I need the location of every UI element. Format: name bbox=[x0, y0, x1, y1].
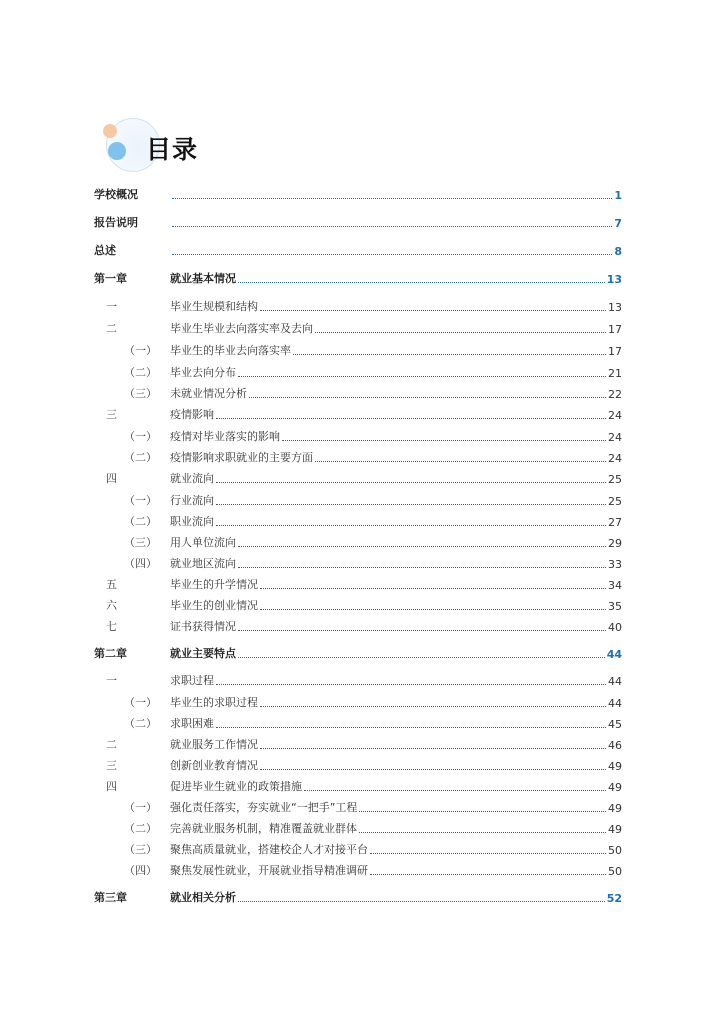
toc-entry-number: （三） bbox=[124, 843, 157, 856]
toc-entry-label: 用人单位流向 bbox=[170, 536, 236, 549]
toc-entry-number: （二） bbox=[124, 451, 157, 464]
toc-dot-leader bbox=[216, 525, 606, 526]
toc-entry-number: （一） bbox=[124, 344, 157, 357]
toc-entry[interactable] bbox=[94, 340, 622, 358]
toc-entry-label: 报告说明 bbox=[94, 216, 138, 229]
toc-page-number: 13 bbox=[608, 301, 622, 314]
toc-page-number: 24 bbox=[608, 409, 622, 422]
toc-entry-number: （四） bbox=[124, 557, 157, 570]
toc-entry-label: 就业相关分析 bbox=[170, 891, 236, 904]
toc-page-number: 24 bbox=[608, 452, 622, 465]
toc-page-number: 13 bbox=[606, 273, 622, 286]
toc-title-block bbox=[100, 116, 260, 176]
toc-entry-number: （三） bbox=[124, 536, 157, 549]
toc-dot-leader bbox=[260, 588, 606, 589]
toc-dot-leader bbox=[315, 332, 606, 333]
toc-page-number: 49 bbox=[608, 760, 622, 773]
toc-page-number: 24 bbox=[608, 431, 622, 444]
toc-page-number: 8 bbox=[614, 245, 622, 258]
toc-entry[interactable] bbox=[94, 595, 622, 613]
toc-dot-leader bbox=[238, 630, 606, 631]
toc-entry-label: 就业流向 bbox=[170, 472, 214, 485]
toc-entry-label: 疫情影响求职就业的主要方面 bbox=[170, 451, 313, 464]
toc-page-number: 22 bbox=[608, 388, 622, 401]
toc-entry[interactable] bbox=[94, 383, 622, 401]
toc-entry[interactable] bbox=[94, 670, 622, 688]
toc-dot-leader bbox=[260, 310, 606, 311]
toc-page-number: 46 bbox=[608, 739, 622, 752]
toc-page-number: 40 bbox=[608, 621, 622, 634]
toc-page-number: 44 bbox=[608, 675, 622, 688]
toc-entry-number: （二） bbox=[124, 366, 157, 379]
toc-page-number: 45 bbox=[608, 718, 622, 731]
toc-entry-number: 五 bbox=[106, 578, 117, 591]
toc-page-number: 34 bbox=[608, 579, 622, 592]
toc-entry-number: （二） bbox=[124, 822, 157, 835]
toc-entry-number: （一） bbox=[124, 696, 157, 709]
toc-entry-number: 二 bbox=[106, 738, 117, 751]
toc-page-number: 44 bbox=[608, 697, 622, 710]
toc-page-number: 33 bbox=[608, 558, 622, 571]
toc-entry-label: 就业主要特点 bbox=[170, 647, 236, 660]
toc-entry[interactable] bbox=[94, 887, 622, 905]
toc-dot-leader bbox=[238, 657, 605, 658]
toc-entry[interactable] bbox=[94, 362, 622, 380]
toc-entry-number: 第二章 bbox=[94, 647, 127, 660]
toc-page-number: 27 bbox=[608, 516, 622, 529]
toc-entry[interactable] bbox=[94, 734, 622, 752]
toc-entry-label: 证书获得情况 bbox=[170, 620, 236, 633]
toc-entry-label: 求职过程 bbox=[170, 674, 214, 687]
toc-entry[interactable] bbox=[94, 553, 622, 571]
blue-dot-icon bbox=[108, 142, 126, 160]
toc-page-number: 17 bbox=[608, 345, 622, 358]
toc-entry-label: 促进毕业生就业的政策措施 bbox=[170, 780, 302, 793]
toc-entry-number: 二 bbox=[106, 322, 117, 335]
toc-page-number: 7 bbox=[614, 217, 622, 230]
toc-entry-label: 未就业情况分析 bbox=[170, 387, 247, 400]
toc-entry[interactable] bbox=[94, 468, 622, 486]
toc-entry-number: 三 bbox=[106, 759, 117, 772]
toc-entry-number: 七 bbox=[106, 620, 117, 633]
toc-entry-label: 聚焦发展性就业，开展就业指导精准调研 bbox=[170, 864, 368, 877]
toc-dot-leader bbox=[172, 198, 612, 199]
toc-page-number: 44 bbox=[606, 648, 622, 661]
toc-entry-label: 毕业生的创业情况 bbox=[170, 599, 258, 612]
toc-entry-number: （三） bbox=[124, 387, 157, 400]
toc-entry[interactable] bbox=[94, 532, 622, 550]
toc-entry[interactable] bbox=[94, 797, 622, 815]
toc-page-number: 25 bbox=[608, 495, 622, 508]
toc-entry-number: （四） bbox=[124, 864, 157, 877]
toc-entry-label: 行业流向 bbox=[170, 494, 214, 507]
toc-entry-label: 聚焦高质量就业，搭建校企人才对接平台 bbox=[170, 843, 368, 856]
toc-entry[interactable] bbox=[94, 490, 622, 508]
toc-entry-label: 毕业生的升学情况 bbox=[170, 578, 258, 591]
toc-entry[interactable] bbox=[94, 240, 622, 258]
toc-dot-leader bbox=[304, 790, 606, 791]
toc-entry[interactable] bbox=[94, 839, 622, 857]
toc-page-number: 21 bbox=[608, 367, 622, 380]
toc-dot-leader bbox=[282, 440, 606, 441]
toc-entry-number: 四 bbox=[106, 780, 117, 793]
toc-entry-label: 毕业生的求职过程 bbox=[170, 696, 258, 709]
toc-entry-number: （二） bbox=[124, 717, 157, 730]
toc-page-number: 49 bbox=[608, 781, 622, 794]
toc-dot-leader bbox=[359, 811, 606, 812]
toc-entry[interactable] bbox=[94, 184, 622, 202]
toc-entry-number: （一） bbox=[124, 494, 157, 507]
toc-dot-leader bbox=[260, 609, 606, 610]
toc-entry-number: （二） bbox=[124, 515, 157, 528]
page-title: 目录 bbox=[146, 135, 199, 164]
toc-dot-leader bbox=[315, 461, 606, 462]
toc-page-number: 49 bbox=[608, 802, 622, 815]
toc-entry[interactable] bbox=[94, 818, 622, 836]
toc-dot-leader bbox=[216, 482, 606, 483]
toc-dot-leader bbox=[249, 397, 606, 398]
toc-page-number: 35 bbox=[608, 600, 622, 613]
toc-entry[interactable] bbox=[94, 860, 622, 878]
toc-dot-leader bbox=[359, 832, 606, 833]
toc-dot-leader bbox=[216, 504, 606, 505]
toc-entry-label: 学校概况 bbox=[94, 188, 138, 201]
toc-entry-number: 一 bbox=[106, 674, 117, 687]
toc-page-number: 1 bbox=[614, 189, 622, 202]
toc-entry[interactable] bbox=[94, 776, 622, 794]
toc-dot-leader bbox=[172, 226, 612, 227]
toc-dot-leader bbox=[260, 706, 606, 707]
toc-entry[interactable] bbox=[94, 616, 622, 634]
toc-entry[interactable] bbox=[94, 447, 622, 465]
toc-entry[interactable] bbox=[94, 692, 622, 710]
toc-entry-label: 就业地区流向 bbox=[170, 557, 236, 570]
toc-dot-leader bbox=[260, 769, 606, 770]
toc-entry-label: 完善就业服务机制，精准覆盖就业群体 bbox=[170, 822, 357, 835]
toc-entry[interactable] bbox=[94, 212, 622, 230]
toc-entry-number: 四 bbox=[106, 472, 117, 485]
toc-page-number: 29 bbox=[608, 537, 622, 550]
toc-entry-number: 六 bbox=[106, 599, 117, 612]
toc-dot-leader bbox=[238, 901, 605, 902]
toc-dot-leader bbox=[172, 254, 612, 255]
toc-entry-label: 强化责任落实，夯实就业“一把手”工程 bbox=[170, 801, 358, 814]
toc-dot-leader bbox=[260, 748, 606, 749]
toc-entry[interactable] bbox=[94, 426, 622, 444]
toc-entry-label: 创新创业教育情况 bbox=[170, 759, 258, 772]
toc-entry-label: 就业服务工作情况 bbox=[170, 738, 258, 751]
toc-dot-leader bbox=[370, 853, 606, 854]
toc-entry-number: （一） bbox=[124, 430, 157, 443]
toc-entry-label: 疫情对毕业落实的影响 bbox=[170, 430, 280, 443]
toc-entry-label: 求职困难 bbox=[170, 717, 214, 730]
toc-entry[interactable] bbox=[94, 643, 622, 661]
toc-dot-leader bbox=[216, 684, 606, 685]
toc-entry[interactable] bbox=[94, 404, 622, 422]
toc-entry-label: 毕业去向分布 bbox=[170, 366, 236, 379]
toc-entry-label: 职业流向 bbox=[170, 515, 214, 528]
toc-dot-leader bbox=[238, 567, 606, 568]
toc-dot-leader bbox=[370, 874, 606, 875]
toc-entry-label: 毕业生规模和结构 bbox=[170, 300, 258, 313]
toc-entry-number: 第一章 bbox=[94, 272, 127, 285]
toc-entry-number: 第三章 bbox=[94, 891, 127, 904]
toc-dot-leader bbox=[238, 282, 605, 283]
toc-page-number: 25 bbox=[608, 473, 622, 486]
toc-dot-leader bbox=[238, 376, 606, 377]
toc-entry-label: 毕业生毕业去向落实率及去向 bbox=[170, 322, 313, 335]
toc-entry[interactable] bbox=[94, 574, 622, 592]
toc-dot-leader bbox=[216, 727, 606, 728]
orange-dot-icon bbox=[103, 124, 117, 138]
toc-entry[interactable] bbox=[94, 713, 622, 731]
toc-entry[interactable] bbox=[94, 268, 622, 286]
toc-entry[interactable] bbox=[94, 755, 622, 773]
toc-entry-label: 毕业生的毕业去向落实率 bbox=[170, 344, 291, 357]
toc-page-number: 50 bbox=[608, 865, 622, 878]
toc-entry-number: （一） bbox=[124, 801, 157, 814]
toc-page-number: 49 bbox=[608, 823, 622, 836]
toc-page-number: 17 bbox=[608, 323, 622, 336]
toc-page-number: 52 bbox=[606, 892, 622, 905]
toc-entry[interactable] bbox=[94, 511, 622, 529]
toc-entry[interactable] bbox=[94, 296, 622, 314]
toc-entry-label: 疫情影响 bbox=[170, 408, 214, 421]
toc-dot-leader bbox=[216, 418, 606, 419]
toc-dot-leader bbox=[293, 354, 606, 355]
toc-page-number: 50 bbox=[608, 844, 622, 857]
toc-entry-number: 三 bbox=[106, 408, 117, 421]
toc-dot-leader bbox=[238, 546, 606, 547]
toc-entry-label: 总述 bbox=[94, 244, 116, 257]
toc-entry-label: 就业基本情况 bbox=[170, 272, 236, 285]
toc-entry[interactable] bbox=[94, 318, 622, 336]
toc-entry-number: 一 bbox=[106, 300, 117, 313]
